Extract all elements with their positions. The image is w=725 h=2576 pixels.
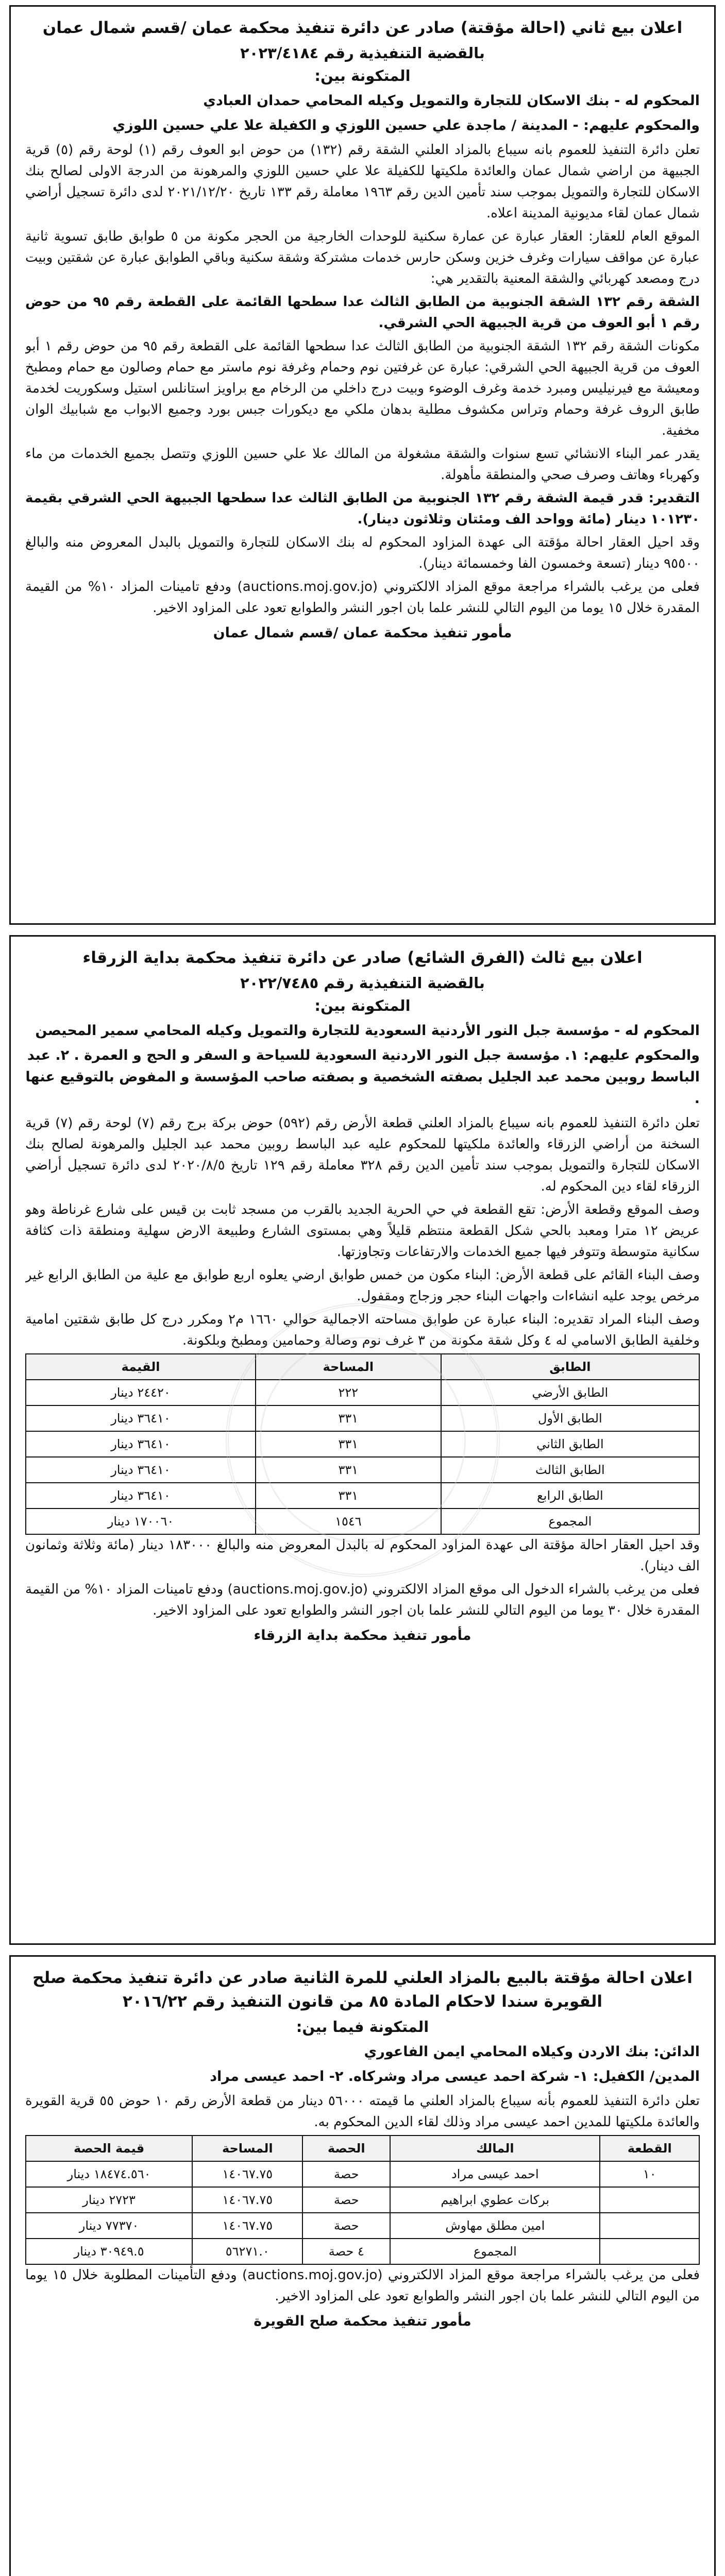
notice-1-paragraph: مكونات الشقة رقم ١٣٢ الشقة الجنوبية من الطابق الثالث عدا سطحها القائمة على القطعة رقم ٩٥ من حوض رقم ١ أبو العوف من قرية الجبيهة الحي الشرقي: عبارة عن غرفتين نوم وحمام وغرفة نوم ماستر مع حمام وصالون مع حمام ومطبخ ومعيشة مع فيرنيليس ومبرد خدمة وغرف الوضوء وبيت درج داخلي من الرخام مع براويز استانلس استيل وسكوريت لخدمة طابق الروف غرفة وحمام وتراس مكشوف مطلية بدهان ملكي مع ديكورات جبس بورد وجميع الابواب مع شبابيك الوان مخفية. (25, 338, 700, 438)
table-cell: الطابق الأول (441, 1405, 699, 1431)
table-row (26, 1405, 699, 1431)
table-cell: ٣٠٩٤٩.٥ دينار (26, 2239, 192, 2264)
notice-2-paragraph: تعلن دائرة التنفيذ للعموم بانه سيباع بالمزاد العلني قطعة الأرض رقم (٥٩٢) حوض بركة برج رقم (٧) لوحة رقم (٧) قرية السخنة من أراضي الزرقاء والعائدة ملكيتها للمحكوم عليه عبد الباسط روبين محمد عبد الجليل والمرهونة لصالح بنك الاسكان للتجارة والتمويل بموجب سند تأمين الدين رقم ٣٢٨ معاملة رقم ١٢٩ تاريخ ٢٠٢٠/٨/٥ لدى دائرة تسجيل أراضي الزرقاء لقاء دين المحكوم له. (25, 1115, 700, 1194)
notice-2-debtor: والمحكوم عليهم: ١. مؤسسة جبل النور الاردنية السعودية للسياحة و السفر و الحج و العمرة . ٢. عبد الباسط روبين محمد عبد الجليل بصفته الشخصية و بصفته صاحب المؤسسة و المفوض بالتوقيع عنها . (25, 1047, 700, 1107)
table-header: القيمة (26, 1354, 256, 1380)
notice-3-debtor: المدين/ الكفيل: ١- شركة احمد عيسى مراد وشركاه. ٢- احمد عيسى مراد (210, 2069, 700, 2084)
notice-2-paragraph: فعلى من يرغب بالشراء الدخول الى موقع المزاد الالكتروني (auctions.moj.gov.jo) ودفع تامينات المزاد ١٠% من القيمة المقدرة خلال ٣٠ يوما من اليوم التالي للنشر علما بان اجور النشر والطوابع تعود على المزاود الاخير. (25, 1582, 700, 1618)
table-cell: ٣٣١ (256, 1405, 441, 1431)
notice-2-paragraph: وصف البناء المراد تقديره: البناء عبارة عن طوابق مساحته الاجمالية حوالي ١٦٦٠ م٢ ومكرر درج كل طابق شقتين امامية وخلفية الطابق الاسامي له ٤ وكل شقة مكونة من ٣ غرف نوم وصالة وحمامين ومطبخ وبلكونة. (25, 1312, 700, 1348)
table-cell: ٣٦٤١٠ دينار (26, 1431, 256, 1457)
notice-1-paragraph: الموقع العام للعقار: العقار عبارة عن عمارة سكنية للوحدات الخارجية من الحجر مكونة من ٥ طوابق طابق تسوية ثانية عبارة عن مواقف سيارات وغرف خزين وسكن حارس خدمات مشتركة وشقة سكنية وباقي الطوابق عبارة عن شقتين وبيت درج ومصعد كهربائي والشقة المعنية بالتقدير هي: (25, 229, 700, 286)
table-cell: ١٤٠٦٧.٧٥ (192, 2161, 302, 2187)
notice-1-creditor: المحكوم له - بنك الاسكان للتجارة والتمويل وكيله المحامي حمدان العبادي (203, 93, 700, 109)
table-cell (600, 2187, 699, 2213)
table-row (26, 2187, 699, 2213)
notice-3-shares-table (25, 2135, 700, 2265)
table-header: المساحة (256, 1354, 441, 1380)
table-cell: ١٤٠٦٧.٧٥ (192, 2187, 302, 2213)
notice-2-paragraph: وصف الموقع وقطعة الأرض: تقع القطعة في حي الحرية الجديد بالقرب من مسجد ثابت بن قيس على شارع غرناطة وهو عريض ١٢ مترا ومعبد بالحي شكل القطعة منتظم قليلاً وهي بمستوى الشارع وطبيعة الارض سهلية ومنطقة ذات كثافة سكانية متوسطة وتتوفر فيها جميع الخدمات والارتفاعات وتجاوزتها. (25, 1202, 700, 1260)
notice-1-paragraph: التقدير: قدر قيمة الشقة رقم ١٣٢ الجنوبية من الطابق الثالث عدا سطحها الجبيهة الحي الشرقي بقيمة ١٠١٢٣٠ دينار (مائة وواحد الف ومئتان وثلاثون دينار). (25, 490, 700, 527)
table-cell: ١٤٠٦٧.٧٥ (192, 2213, 302, 2239)
table-cell: ٣٣١ (256, 1457, 441, 1483)
table-cell (600, 2239, 699, 2264)
table-header: الحصة (302, 2136, 390, 2161)
notice-2-paragraph: وصف البناء القائم على قطعة الأرض: البناء مكون من خمس طوابق ارضي يعلوه اربع طوابق مع علية من الطابق الرابع غير مرخص يوجد عليه انشاءات واجهات البناء حجر وزجاج ومقفول. (25, 1267, 700, 1304)
table-row (26, 1457, 699, 1483)
table-header: قيمة الحصة (26, 2136, 192, 2161)
table-cell: حصة (302, 2187, 390, 2213)
notice-1-paragraph: تعلن دائرة التنفيذ للعموم بانه سيباع بالمزاد العلني الشقة رقم (١٣٢) من حوض ابو العوف رقم (١) لوحة رقم (٥) قرية الجبيهة من اراضي شمال عمان والعائدة ملكيتها للكفيلة علا علي حسين اللوزي والمرهونة من الدرجة الاولى لصالح بنك الاسكان للتجارة والتمويل بموجب سند تأمين الدين رقم ١٩٦٣ معاملة رقم ١٣٣ تاريخ ٢٠٢١/١٢/٢٠ لدى دائرة تسجيل أراضي شمال عمان لقاء مديونية المدينة اعلاه. (25, 142, 700, 221)
table-cell: ١٥٤٦ (256, 1509, 441, 1534)
table-cell: الطابق الثالث (441, 1457, 699, 1483)
table-cell (600, 2213, 699, 2239)
notice-2-paragraph: وقد احيل العقار احالة مؤقتة الى عهدة المزاود المحكوم له بالبدل المعروض منه والبالغ ١٨٣٠٠٠ دينار (مائة وثلاثة وثمانون الف دينار). (25, 1537, 700, 1574)
notice-1-paragraph: الشقة رقم ١٣٢ الشقة الجنوبية من الطابق الثالث عدا سطحها القائمة على القطعة رقم ٩٥ من حوض رقم ١ أبو العوف من قرية الجبيهة الحي الشرقي. (25, 294, 700, 331)
table-cell: المجموع (441, 1509, 699, 1534)
table-cell: حصة (302, 2213, 390, 2239)
table-cell: الطابق الثاني (441, 1431, 699, 1457)
notice-3-signature: مأمور تنفيذ محكمة صلح القويرة (254, 2313, 471, 2329)
table-cell: ٣٣١ (256, 1483, 441, 1509)
notice-1-case-number: بالقضية التنفيذية رقم ٢٠٢٣/٤١٨٤ (240, 44, 485, 62)
table-row-total (26, 2239, 699, 2264)
table-header: المساحة (192, 2136, 302, 2161)
notice-2-valuation-table (25, 1353, 700, 1535)
table-cell: الطابق الأرضي (441, 1380, 699, 1405)
table-cell: احمد عيسى مراد (390, 2161, 600, 2187)
table-header: الطابق (441, 1354, 699, 1380)
table-row (26, 2161, 699, 2187)
table-cell: ٣٦٤١٠ دينار (26, 1483, 256, 1509)
notice-3-title: اعلان احالة مؤقتة بالبيع بالمزاد العلني للمرة الثانية صادر عن دائرة تنفيذ محكمة صلح القويرة سندا لاحكام المادة ٨٥ من قانون التنفيذ رقم ٢٠١٦/٢٢ (32, 1969, 693, 2011)
table-cell: ٣٣١ (256, 1431, 441, 1457)
table-cell: حصة (302, 2161, 390, 2187)
notice-1-parties-label: المتكونة بين: (314, 67, 411, 84)
notice-2-case-number: بالقضية التنفيذية رقم ٢٠٢٢/٧٤٨٥ (240, 974, 485, 992)
notice-3-creditor: الدائن: بنك الاردن وكيلاه المحامي ايمن الفاعوري (364, 2044, 700, 2060)
table-cell: بركات عطوي ابراهيم (390, 2187, 600, 2213)
table-cell: ٢٧٢٣ دينار (26, 2187, 192, 2213)
notice-1-signature: مأمور تنفيذ محكمة عمان /قسم شمال عمان (213, 625, 512, 641)
notice-3-parties-label: المتكونة فيما بين: (296, 2018, 429, 2036)
notice-2-parties-label: المتكونة بين: (314, 997, 411, 1014)
table-cell: ٣٦٤١٠ دينار (26, 1405, 256, 1431)
table-cell: ١٠ (600, 2161, 699, 2187)
notice-1-paragraph: فعلى من يرغب بالشراء مراجعة موقع المزاد الالكتروني (auctions.moj.gov.jo) ودفع تامينات المزاد ١٠% من القيمة المقدرة خلال ١٥ يوما من اليوم التالي للنشر علما بان اجور النشر والطوابع تعود على المزاود الاخير. (25, 579, 700, 616)
auction-notice-1 (9, 5, 716, 925)
table-row (26, 2213, 699, 2239)
table-cell: ٤ حصة (302, 2239, 390, 2264)
notice-2-creditor: المحكوم له - مؤسسة جبل النور الأردنية السعودية للتجارة والتمويل وكيله المحامي سمير المحيصن (35, 1023, 700, 1039)
notice-1-title: اعلان بيع ثاني (احالة مؤقتة) صادر عن دائرة تنفيذ محكمة عمان /قسم شمال عمان (42, 19, 683, 37)
auction-notice-2 (9, 935, 716, 1945)
table-row (26, 1380, 699, 1405)
table-header: القطعة (600, 2136, 699, 2161)
notice-1-paragraph: يقدر عمر البناء الانشائي تسع سنوات والشقة مشغولة من المالك علا علي حسين اللوزي وتتصل بجميع الخدمات من ماء وكهرباء وهاتف وصرف صحي والمنطقة مأهولة. (25, 446, 700, 483)
table-cell: ٧٧٣٧٠ دينار (26, 2213, 192, 2239)
table-cell: ١٧٠٠٦٠ دينار (26, 1509, 256, 1534)
table-cell: ٣٦٤١٠ دينار (26, 1457, 256, 1483)
table-cell: ٢٤٤٢٠ دينار (26, 1380, 256, 1405)
table-cell: الطابق الرابع (441, 1483, 699, 1509)
auction-notice-3 (9, 1955, 716, 2576)
table-row (26, 1483, 699, 1509)
notice-2-signature: مأمور تنفيذ محكمة بداية الزرقاء (254, 1628, 471, 1643)
table-cell: ١٨٤٧٤.٥٦٠ دينار (26, 2161, 192, 2187)
notice-2-title: اعلان بيع ثالث (الفرق الشائع) صادر عن دائرة تنفيذ محكمة بداية الزرقاء (82, 948, 643, 967)
table-cell: ٢٢٢ (256, 1380, 441, 1405)
table-cell: ٥٦٢٧١.٠ (192, 2239, 302, 2264)
table-cell: امين مطلق مهاوش (390, 2213, 600, 2239)
notice-1-paragraph: وقد احيل العقار احالة مؤقتة الى عهدة المزاود المحكوم له بنك الاسكان للتجارة والتمويل بالبدل المعروض منه والبالغ ٩٥٥٠٠ دينار (تسعة وخمسون الفا وخمسمائة دينار). (25, 535, 700, 571)
notice-3-paragraph: تعلن دائرة التنفيذ للعموم بأنه سيباع بالمزاد العلني ما قيمته ٥٦٠٠٠ دينار من قطعة الأرض رقم ١٠ حوض ٥٥ قرية القويرة والعائدة ملكيتها للمدين احمد عيسى مراد وذلك لقاء الدين المحكوم به. (25, 2093, 700, 2130)
table-header: المالك (390, 2136, 600, 2161)
notice-3-paragraph: فعلى من يرغب بالشراء مراجعة موقع المزاد الالكتروني (auctions.moj.gov.jo) ودفع التأمينات المطلوبة خلال ١٥ يوما من اليوم التالي للنشر علما بان اجور النشر والطوابع تعود على المزاود الاخير. (25, 2267, 700, 2304)
table-row-total (26, 1509, 699, 1534)
table-cell: المجموع (390, 2239, 600, 2264)
notice-1-debtor: والمحكوم عليهم: - المدينة / ماجدة علي حسين اللوزي و الكفيلة علا علي حسين اللوزي (112, 117, 700, 133)
table-row (26, 1431, 699, 1457)
